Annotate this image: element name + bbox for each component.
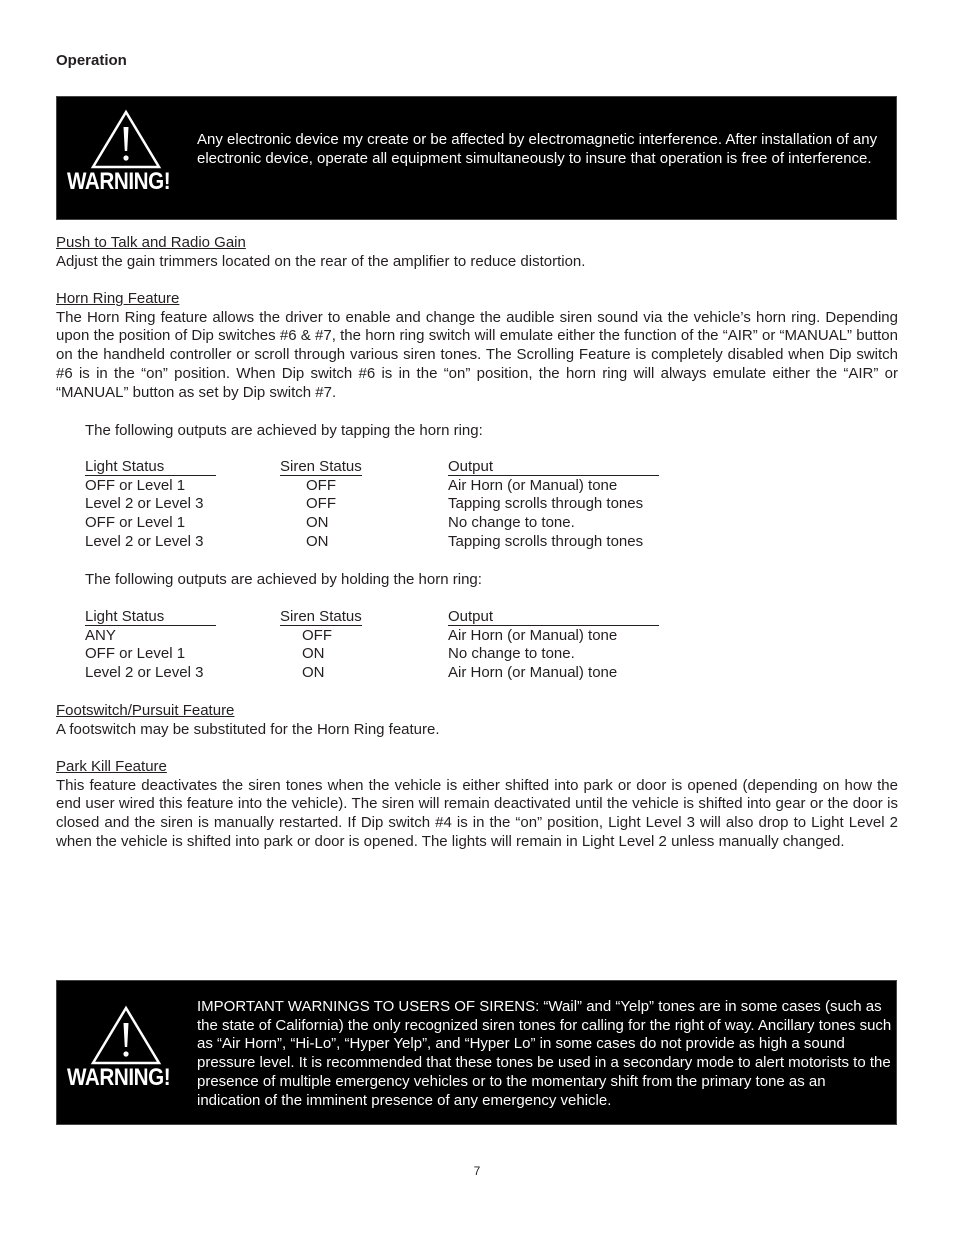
column-header: Light Status — [85, 458, 216, 476]
warning-icon — [67, 1005, 185, 1091]
section-title: Park Kill Feature — [56, 758, 167, 775]
warning-triangle-icon — [90, 109, 162, 171]
warning-label: WARNING! — [67, 1064, 171, 1091]
light-status-cell: OFF or Level 1 — [85, 514, 186, 532]
tapping-intro: The following outputs are achieved by tapping the horn ring: — [85, 422, 483, 439]
footswitch-section — [56, 702, 898, 739]
push-to-talk-section — [56, 234, 898, 271]
siren-status-cell: ON — [302, 664, 325, 682]
siren-status-cell: OFF — [306, 495, 336, 513]
section-body: This feature deactivates the siren tones when the vehicle is either shifted into park or door is opened (depending on how the end user wired this feature into the vehicle). The siren will remain deactivated until the vehicle is shifted into gear or the door is closed and the siren is manually restarted. If Dip switch #4 is in the “on” position, Light Level 3 will also drop to Light Level 2 when the vehicle is shifted into park or door is opened. The lights will remain in Light Level 2 unless manually changed. — [56, 776, 898, 850]
holding-table — [85, 608, 659, 683]
section-body: The Horn Ring feature allows the driver to enable and change the audible siren sound via the vehicle’s horn ring. Depending upon the position of Dip switches #6 & #7, the horn ring switch will emulate either the function of the “AIR” or “MANUAL” button on the handheld controller or scroll through various siren tones. The Scrolling Feature is completely disabled when Dip switch #6 is in the “on” position. When Dip switch #6 is in the “on” position, the horn ring will always emulate either the “AIR” or “MANUAL” button as set by Dip switch #7. — [56, 308, 898, 401]
table-row — [85, 627, 659, 646]
warning-text-top: Any electronic device my create or be affected by electromagnetic interference. After installation of any electronic device, operate all equipment simultaneously to insure that operation is free of interference. — [197, 131, 878, 167]
warning-label: WARNING! — [67, 168, 171, 195]
table-row — [85, 495, 659, 514]
light-status-cell: OFF or Level 1 — [85, 476, 186, 494]
warning-box-top — [56, 96, 897, 220]
page-number: 7 — [473, 1164, 481, 1178]
section-body: A footswitch may be substituted for the Horn Ring feature. — [56, 720, 440, 738]
output-cell: No change to tone. — [448, 645, 575, 663]
warning-box-bottom — [56, 980, 897, 1125]
light-status-cell: Level 2 or Level 3 — [85, 532, 204, 550]
output-cell: Air Horn (or Manual) tone — [448, 626, 618, 644]
section-title: Horn Ring Feature — [56, 290, 180, 307]
table-row — [85, 664, 659, 683]
horn-ring-section — [56, 290, 898, 402]
light-status-cell: Level 2 or Level 3 — [85, 495, 204, 513]
section-body: Adjust the gain trimmers located on the rear of the amplifier to reduce distortion. — [56, 252, 586, 270]
table-header-row — [85, 608, 659, 627]
output-cell: Tapping scrolls through tones — [448, 532, 644, 550]
output-cell: Tapping scrolls through tones — [448, 495, 644, 513]
tapping-table — [85, 458, 659, 552]
column-header: Output — [448, 608, 659, 626]
siren-status-cell: ON — [306, 514, 329, 532]
section-title: Push to Talk and Radio Gain — [56, 234, 246, 251]
siren-status-cell: OFF — [306, 476, 336, 494]
siren-status-cell: ON — [302, 645, 325, 663]
light-status-cell: ANY — [85, 626, 116, 644]
siren-status-cell: OFF — [302, 626, 332, 644]
column-header: Light Status — [85, 608, 216, 626]
table-row — [85, 514, 659, 533]
siren-status-cell: ON — [306, 532, 329, 550]
column-header: Siren Status — [280, 608, 362, 625]
warning-text-bottom: IMPORTANT WARNINGS TO USERS OF SIRENS: “Wail” and “Yelp” tones are in some cases (such as the state of California) the only recognized siren tones for calling for the right of way. Ancillary tones such as “Air Horn”, “Hi-Lo”, “Hyper Yelp”, and “Hyper Lo” in some cases do not provide as high a sound pressure level. It is recommended that these tones be used in a secondary mode to alert motorists to the presence of multiple emergency vehicles or to the momentary shift from the primary tone as an indication of the imminent presence of any emergency vehicle. — [197, 998, 892, 1109]
column-header: Siren Status — [280, 458, 362, 475]
park-kill-section — [56, 758, 898, 852]
table-row — [85, 477, 659, 496]
page-heading: Operation — [56, 52, 127, 69]
table-row — [85, 533, 659, 552]
table-header-row — [85, 458, 659, 477]
holding-intro: The following outputs are achieved by holding the horn ring: — [85, 571, 482, 588]
light-status-cell: OFF or Level 1 — [85, 645, 186, 663]
output-cell: Air Horn (or Manual) tone — [448, 476, 618, 494]
light-status-cell: Level 2 or Level 3 — [85, 664, 204, 682]
warning-triangle-icon — [90, 1005, 162, 1067]
column-header: Output — [448, 458, 659, 476]
output-cell: Air Horn (or Manual) tone — [448, 664, 618, 682]
section-title: Footswitch/Pursuit Feature — [56, 702, 235, 719]
warning-icon — [67, 109, 185, 195]
table-row — [85, 645, 659, 664]
output-cell: No change to tone. — [448, 514, 575, 532]
